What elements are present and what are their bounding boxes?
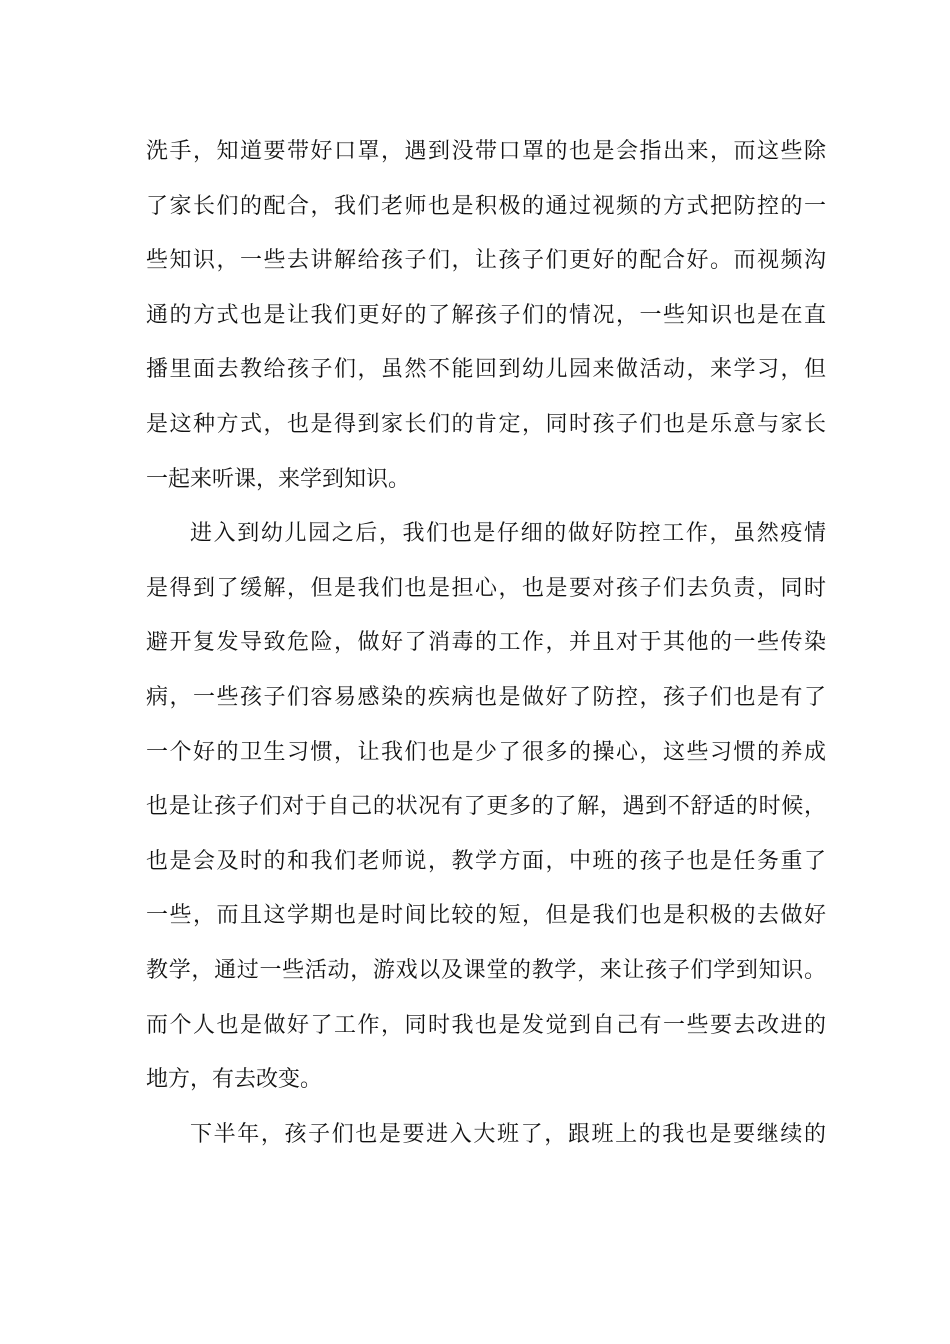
paragraph-end-line: 一起来听课，来学到知识。 — [146, 466, 411, 492]
body-text — [146, 133, 826, 1170]
text-line: 也是会及时的和我们老师说，教学方面，中班的孩子也是任务重了 — [146, 848, 826, 874]
text-line: 也是让孩子们对于自己的状况有了更多的了解，遇到不舒适的时候， — [146, 794, 826, 820]
paragraph-start-line: 下半年，孩子们也是要进入大班了，跟班上的我也是要继续的 — [190, 1121, 826, 1147]
paragraph-start-line: 进入到幼儿园之后，我们也是仔细的做好防控工作，虽然疫情 — [190, 521, 826, 547]
text-line: 通的方式也是让我们更好的了解孩子们的情况，一些知识也是在直 — [146, 302, 826, 328]
text-line: 些知识，一些去讲解给孩子们，让孩子们更好的配合好。而视频沟 — [146, 248, 826, 274]
text-line: 而个人也是做好了工作，同时我也是发觉到自己有一些要去改进的 — [146, 1012, 826, 1038]
text-line: 播里面去教给孩子们，虽然不能回到幼儿园来做活动，来学习，但 — [146, 357, 826, 383]
text-line: 了家长们的配合，我们老师也是积极的通过视频的方式把防控的一 — [146, 193, 826, 219]
text-line: 是这种方式，也是得到家长们的肯定，同时孩子们也是乐意与家长 — [146, 411, 826, 437]
text-line: 教学，通过一些活动，游戏以及课堂的教学，来让孩子们学到知识。 — [146, 957, 826, 983]
text-line: 洗手，知道要带好口罩，遇到没带口罩的也是会指出来，而这些除 — [146, 139, 826, 164]
text-line: 是得到了缓解，但是我们也是担心，也是要对孩子们去负责，同时 — [146, 575, 826, 601]
paragraph-end-line: 地方，有去改变。 — [146, 1067, 323, 1093]
text-line: 避开复发导致危险，做好了消毒的工作，并且对于其他的一些传染 — [146, 630, 826, 656]
text-line: 一些，而且这学期也是时间比较的短，但是我们也是积极的去做好 — [146, 903, 826, 929]
text-line: 病，一些孩子们容易感染的疾病也是做好了防控，孩子们也是有了 — [146, 684, 826, 710]
text-line: 一个好的卫生习惯，让我们也是少了很多的操心，这些习惯的养成 — [146, 739, 826, 765]
